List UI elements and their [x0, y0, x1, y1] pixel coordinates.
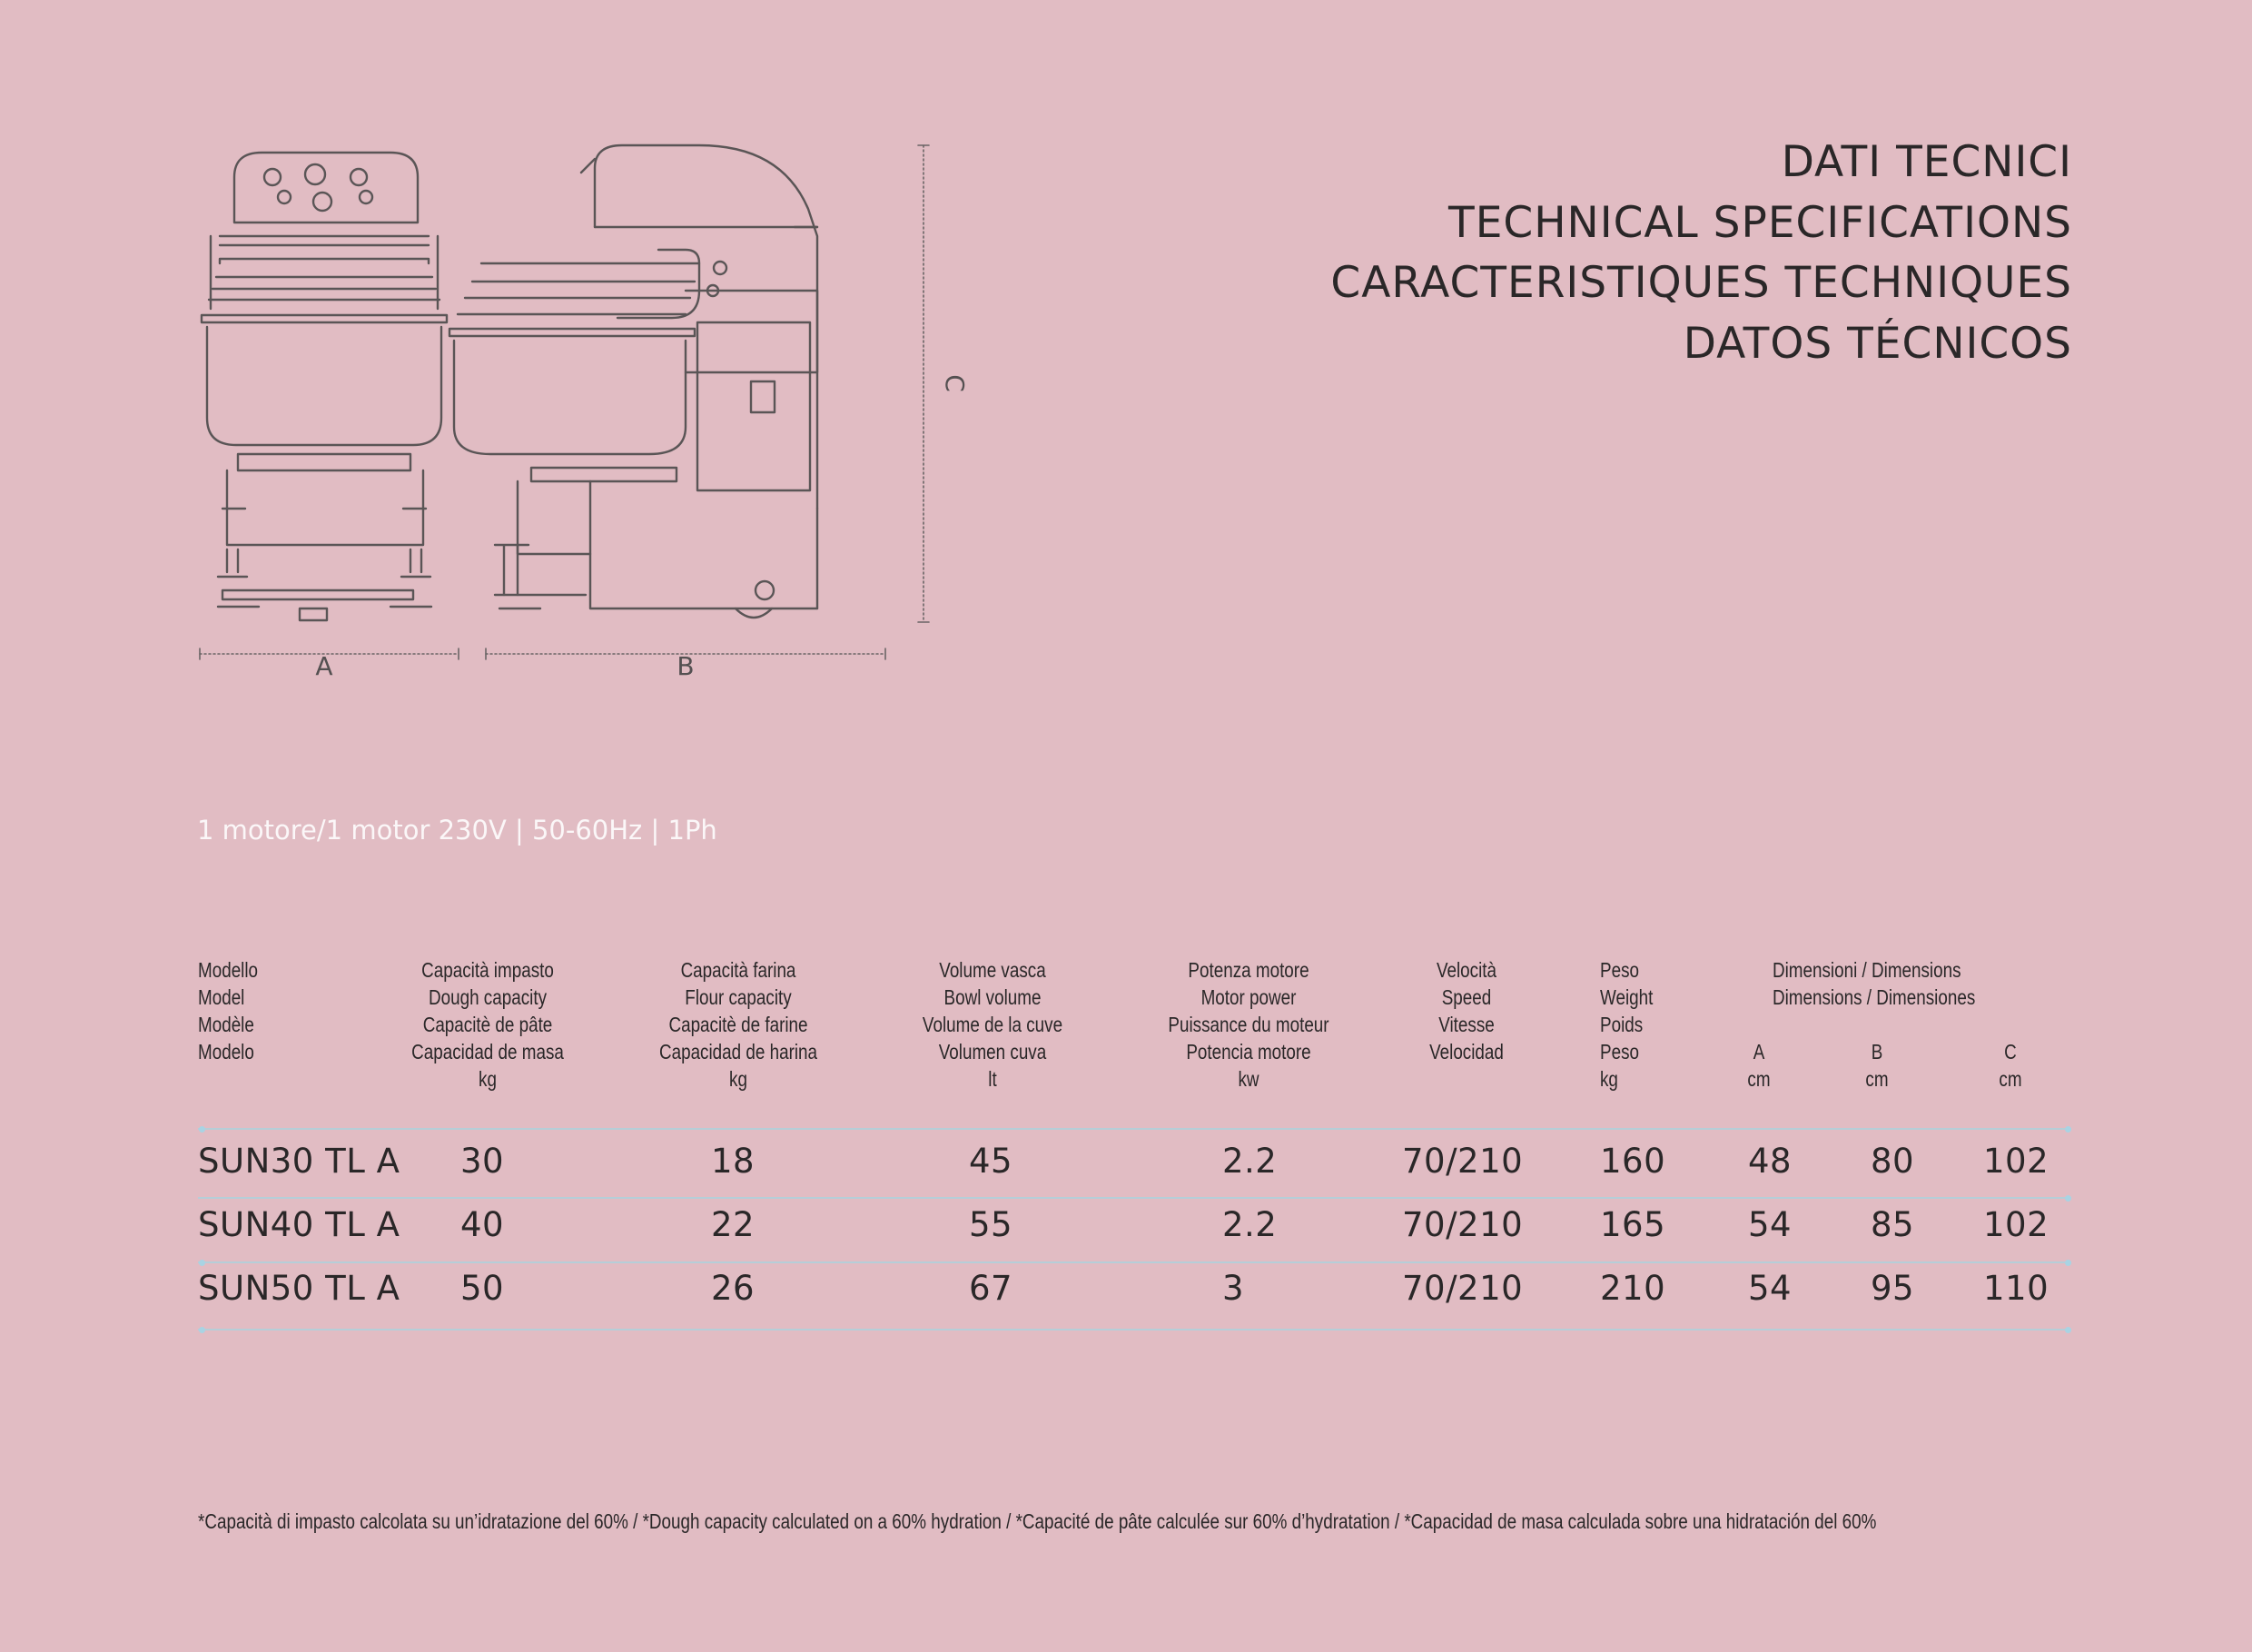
- cell-motor-power: 2.2: [1222, 1205, 1278, 1244]
- title-english: TECHNICAL SPECIFICATIONS: [1447, 197, 2072, 248]
- header-dim-a: A cm: [1747, 1040, 1771, 1091]
- cell-model: SUN40 TL A: [198, 1205, 400, 1244]
- separator-dot: [199, 1126, 205, 1133]
- cell-dough-capacity: 40: [460, 1205, 505, 1244]
- cell-dim-a: 54: [1748, 1269, 1793, 1308]
- header-weight: Peso Weight Poids Peso kg: [1600, 958, 1654, 1091]
- separator-dot: [2065, 1260, 2071, 1266]
- header-model: Modello Model Modèle Modelo: [198, 958, 259, 1063]
- header-speed: Velocità Speed Vitesse Velocidad: [1429, 958, 1504, 1063]
- cell-dim-c: 110: [1983, 1269, 2050, 1308]
- separator-dot: [199, 1260, 205, 1266]
- cell-dim-b: 85: [1871, 1205, 1915, 1244]
- separator-dot: [2065, 1126, 2071, 1133]
- header-bowl-volume: Volume vasca Bowl volume Volume de la cuve Volumen cuva lt: [922, 958, 1063, 1091]
- cell-dim-c: 102: [1983, 1142, 2050, 1181]
- cell-model: SUN30 TL A: [198, 1142, 400, 1181]
- cell-speed: 70/210: [1402, 1269, 1524, 1308]
- cell-model: SUN50 TL A: [198, 1269, 400, 1308]
- cell-weight: 160: [1600, 1142, 1666, 1181]
- header-dim-b: B cm: [1865, 1040, 1889, 1091]
- header-flour-capacity: Capacità farina Flour capacity Capacitè de farine Capacidad de harina kg: [658, 958, 818, 1091]
- header-dough-capacity: Capacità impasto Dough capacity Capacitè de pâte Capacidad de masa kg: [411, 958, 564, 1091]
- cell-dim-b: 80: [1871, 1142, 1915, 1181]
- cell-dough-capacity: 30: [460, 1142, 505, 1181]
- motor-info: 1 motore/1 motor 230V | 50-60Hz | 1Ph: [197, 815, 717, 846]
- mixer-technical-drawing: [191, 136, 990, 699]
- cell-speed: 70/210: [1402, 1142, 1524, 1181]
- row-separator: [198, 1329, 2071, 1331]
- cell-dough-capacity: 50: [460, 1269, 505, 1308]
- title-spanish: DATOS TÉCNICOS: [1683, 318, 2072, 369]
- cell-flour-capacity: 18: [711, 1142, 756, 1181]
- cell-motor-power: 3: [1222, 1269, 1245, 1308]
- header-motor-power: Potenza motore Motor power Puissance du moteur Potencia motore kw: [1168, 958, 1329, 1091]
- cell-bowl-volume: 67: [969, 1269, 1013, 1308]
- cell-weight: 165: [1600, 1205, 1666, 1244]
- row-separator: [198, 1261, 2071, 1263]
- titles-block: [1330, 133, 2072, 374]
- cell-bowl-volume: 55: [969, 1205, 1013, 1244]
- footnote: *Capacità di impasto calcolata su un’idratazione del 60% / *Dough capacity calculated on a 60% hydration / *Capacité de pâte calculée sur 60% d’hydratation / *Capacidad de masa calculada sobre una hidratación del 60%: [198, 1509, 1877, 1533]
- cell-bowl-volume: 45: [969, 1142, 1013, 1181]
- separator-dot: [2065, 1195, 2071, 1202]
- row-separator: [198, 1128, 2071, 1130]
- cell-motor-power: 2.2: [1222, 1142, 1278, 1181]
- separator-dot: [2065, 1327, 2071, 1333]
- cell-flour-capacity: 22: [711, 1205, 756, 1244]
- cell-flour-capacity: 26: [711, 1269, 756, 1308]
- dimension-b-label: B: [677, 651, 695, 681]
- front-view-drawing: [202, 153, 447, 620]
- title-italian: DATI TECNICI: [1781, 137, 2072, 187]
- side-view-drawing: [449, 145, 817, 618]
- cell-speed: 70/210: [1402, 1205, 1524, 1244]
- header-dimensions: Dimensioni / Dimensions Dimensions / Dimensiones: [1773, 958, 1976, 1009]
- row-separator: [198, 1197, 2071, 1199]
- header-dim-c: C cm: [1999, 1040, 2022, 1091]
- cell-dim-c: 102: [1983, 1205, 2050, 1244]
- dimension-c-label: C: [940, 374, 970, 392]
- cell-dim-a: 54: [1748, 1205, 1793, 1244]
- title-french: CARACTERISTIQUES TECHNIQUES: [1330, 258, 2072, 308]
- cell-weight: 210: [1600, 1269, 1666, 1308]
- cell-dim-a: 48: [1748, 1142, 1793, 1181]
- separator-dot: [199, 1327, 205, 1333]
- dimension-a-label: A: [315, 651, 333, 681]
- cell-dim-b: 95: [1871, 1269, 1915, 1308]
